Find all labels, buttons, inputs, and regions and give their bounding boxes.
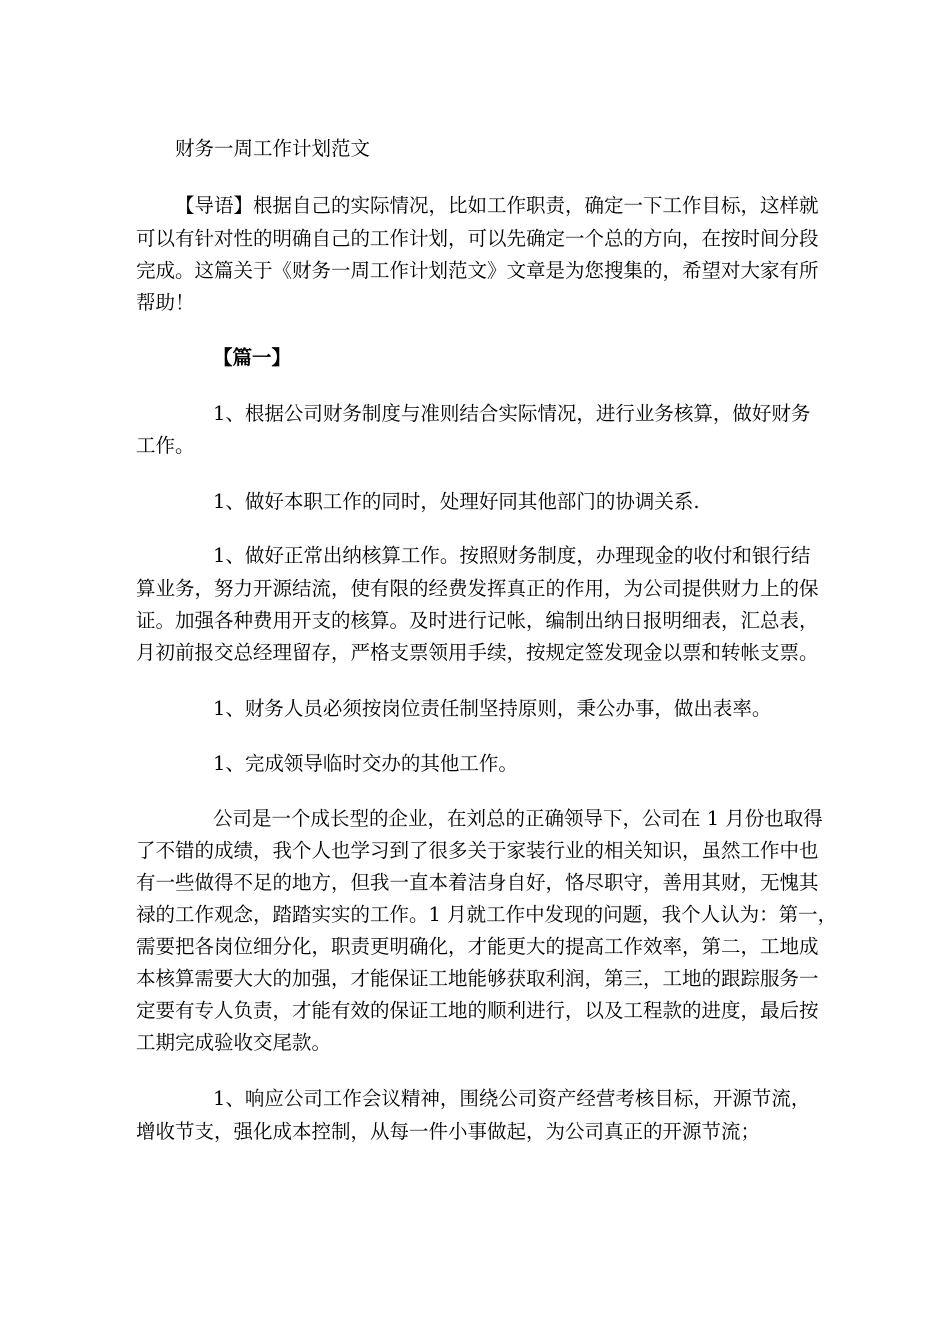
intro-line: 帮助！ [136, 291, 195, 314]
paragraph-line: 公司是一个成长型的企业，在刘总的正确领导下，公司在 1 月份也取得 [213, 807, 823, 830]
paragraph-line: 定要有专人负责，才能有效的保证工地的顺利进行，以及工程款的进度，最后按 [136, 999, 819, 1022]
list-item-line: 1、根据公司财务制度与准则结合实际情况，进行业务核算，做好财务 [213, 402, 811, 425]
list-item-line: 工作。 [136, 434, 195, 457]
paragraph-line: 禄的工作观念，踏踏实实的工作。1 月就工作中发现的问题，我个人认为：第一， [136, 903, 838, 926]
paragraph-line: 本核算需要大大的加强，才能保证工地能够获取利润，第三，工地的跟踪服务一 [136, 967, 819, 990]
section-heading: 【篇一】 [213, 346, 292, 369]
intro-line: 完成。这篇关于《财务一周工作计划范文》文章是为您搜集的，希望对大家有所 [136, 259, 819, 282]
paragraph-line: 了不错的成绩，我个人也学习到了很多关于家装行业的相关知识，虽然工作中也 [136, 839, 819, 862]
list-item-line: 1、做好正常出纳核算工作。按照财务制度，办理现金的收付和银行结 [213, 544, 811, 567]
document-title: 财务一周工作计划范文 [175, 137, 371, 160]
list-item-line: 增收节支，强化成本控制，从每一件小事做起，为公司真正的开源节流； [136, 1120, 761, 1143]
paragraph-line: 工期完成验收交尾款。 [136, 1031, 332, 1054]
paragraph-line: 有一些做得不足的地方，但我一直本着洁身自好，恪尽职守，善用其财，无愧其 [136, 871, 819, 894]
list-item-line: 月初前报交总经理留存，严格支票领用手续，按规定签发现金以票和转帐支票。 [136, 641, 819, 664]
intro-line: 【导语】根据自己的实际情况，比如工作职责，确定一下工作目标，这样就 [175, 194, 819, 217]
list-item-line: 1、财务人员必须按岗位责任制坚持原则，秉公办事，做出表率。 [213, 697, 772, 720]
list-item-line: 1、响应公司工作会议精神，围绕公司资产经营考核目标，开源节流， [213, 1087, 811, 1110]
intro-line: 可以有针对性的明确自己的工作计划，可以先确定一个总的方向，在按时间分段 [136, 227, 819, 250]
list-item-line: 算业务，努力开源结流，使有限的经费发挥真正的作用，为公司提供财力上的保 [136, 577, 819, 600]
list-item-line: 1、完成领导临时交办的其他工作。 [213, 752, 518, 775]
paragraph-line: 需要把各岗位细分化，职责更明确化，才能更大的提高工作效率，第二，工地成 [136, 935, 819, 958]
list-item-line: 1、做好本职工作的同时，处理好同其他部门的协调关系. [213, 490, 700, 513]
list-item-line: 证。加强各种费用开支的核算。及时进行记帐，编制出纳日报明细表，汇总表， [136, 609, 819, 632]
